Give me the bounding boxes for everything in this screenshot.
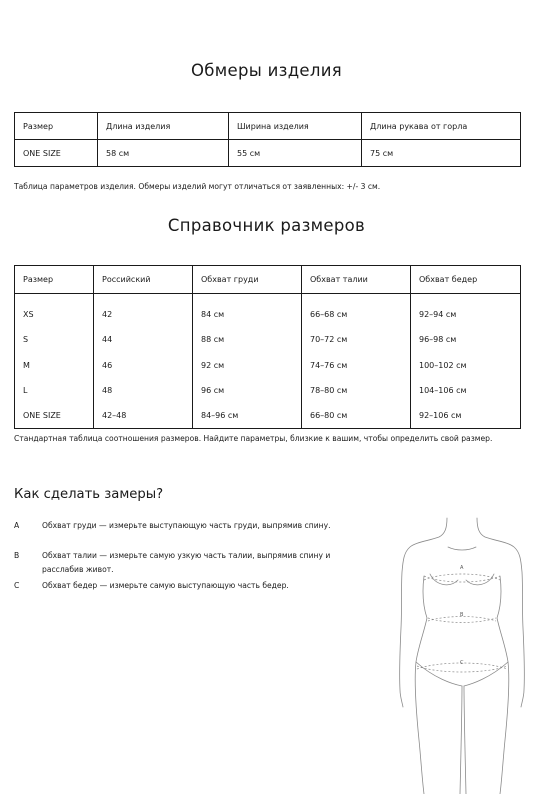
table-cell: ONE SIZE bbox=[23, 411, 61, 421]
table-header-cell: Ширина изделия bbox=[229, 113, 362, 140]
table-cell: 92–106 см bbox=[419, 411, 462, 421]
table-row bbox=[15, 140, 521, 167]
table-cell: 100–102 см bbox=[419, 360, 467, 370]
table-header-cell: Размер bbox=[15, 266, 94, 294]
table-cell: L bbox=[23, 385, 28, 395]
size-guide-note: Стандартная таблица соотношения размеров. Найдите параметры, близкие к вашим, чтобы определить свой размер. bbox=[14, 434, 493, 443]
body-outline-illustration bbox=[394, 510, 530, 794]
table-header-cell: Российский bbox=[94, 266, 193, 294]
table-cell: 104–106 см bbox=[419, 385, 467, 395]
measurements-title: Обмеры изделия bbox=[191, 61, 342, 80]
table-cell: 96 см bbox=[201, 385, 225, 395]
hips-line bbox=[417, 666, 507, 672]
table-header-cell: Обхват бедер bbox=[411, 266, 521, 294]
instruction-letter: C bbox=[14, 581, 20, 590]
size-column bbox=[15, 294, 94, 429]
table-cell: 92–94 см bbox=[419, 310, 457, 319]
table-cell: 42 bbox=[102, 310, 113, 319]
table-cell: 46 bbox=[102, 360, 113, 370]
table-cell: 48 bbox=[102, 385, 113, 395]
table-header-row bbox=[15, 266, 521, 294]
label-a: A bbox=[460, 565, 464, 571]
table-cell: 42–48 bbox=[102, 411, 127, 421]
table-cell: 55 см bbox=[229, 140, 362, 167]
measurements-table bbox=[14, 112, 521, 167]
instruction-text: Обхват бедер — измерьте самую выступающую часть бедер. bbox=[42, 581, 289, 590]
instruction-text: Обхват груди — измерьте выступающую часть груди, выпрямив спину. bbox=[42, 521, 331, 530]
table-cell: 92 см bbox=[201, 360, 225, 370]
table-cell: 88 см bbox=[201, 335, 225, 345]
hips-column bbox=[411, 294, 521, 429]
label-c: C bbox=[460, 660, 464, 666]
table-cell: 58 см bbox=[98, 140, 229, 167]
waist-column bbox=[302, 294, 411, 429]
table-header-row bbox=[15, 113, 521, 140]
table-header-cell: Длина изделия bbox=[98, 113, 229, 140]
measurements-note: Таблица параметров изделия. Обмеры изделий могут отличаться от заявленных: +/- 3 см. bbox=[14, 182, 381, 191]
instruction-letter: B bbox=[14, 551, 20, 560]
russian-size-column bbox=[94, 294, 193, 429]
table-cell: 84 см bbox=[201, 310, 225, 319]
table-cell: M bbox=[23, 360, 30, 370]
chest-column bbox=[193, 294, 302, 429]
table-cell: 66–80 см bbox=[310, 411, 348, 421]
body-measurement-illustration bbox=[394, 510, 530, 794]
table-header-cell: Длина рукава от горла bbox=[362, 113, 521, 140]
table-cell: 74–76 см bbox=[310, 360, 348, 370]
label-b: B bbox=[460, 612, 464, 618]
table-cell: 75 см bbox=[362, 140, 521, 167]
size-guide-table bbox=[14, 265, 521, 429]
table-cell: 84–96 см bbox=[201, 411, 239, 421]
table-cell: XS bbox=[23, 310, 34, 319]
table-cell: S bbox=[23, 335, 29, 345]
table-header-cell: Размер bbox=[15, 113, 98, 140]
table-cell: 78–80 см bbox=[310, 385, 348, 395]
table-cell: 44 bbox=[102, 335, 113, 345]
table-cell: 66–68 см bbox=[310, 310, 348, 319]
how-to-measure-title: Как сделать замеры? bbox=[14, 487, 164, 502]
table-header-cell: Обхват груди bbox=[193, 266, 302, 294]
chest-line-back bbox=[424, 574, 500, 580]
body-outline bbox=[400, 518, 525, 794]
table-cell: ONE SIZE bbox=[15, 140, 98, 167]
instruction-letter: A bbox=[14, 521, 20, 530]
waist-line bbox=[428, 618, 496, 623]
table-cell: 96–98 см bbox=[419, 335, 457, 345]
instruction-text: Обхват талии — измерьте самую узкую часть талии, выпрямив спину и расслабив живот. bbox=[42, 551, 331, 574]
table-header-cell: Обхват талии bbox=[302, 266, 411, 294]
table-cell: 70–72 см bbox=[310, 335, 348, 345]
size-guide-title: Справочник размеров bbox=[167, 216, 366, 235]
measurement-lines bbox=[417, 574, 507, 672]
table-body-row bbox=[15, 294, 521, 429]
